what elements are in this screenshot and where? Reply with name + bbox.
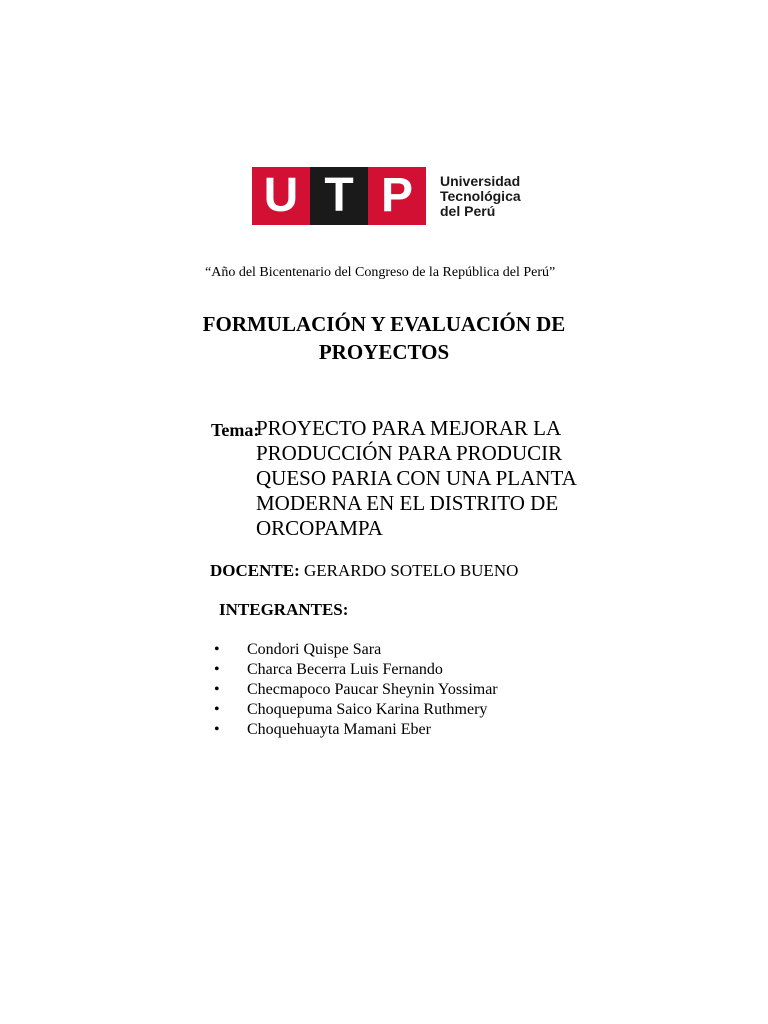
- utp-logo: [252, 167, 521, 225]
- university-name-line: Tecnológica: [440, 187, 521, 204]
- bullet-icon: •: [214, 721, 220, 738]
- list-item: [214, 720, 498, 740]
- tema-line: QUESO PARIA CON UNA PLANTA: [256, 466, 577, 490]
- list-item: [214, 660, 498, 680]
- member-name: Charca Becerra Luis Fernando: [247, 661, 443, 678]
- tema-line: ORCOPAMPA: [256, 516, 383, 540]
- logo-letter-u: U: [252, 167, 310, 225]
- member-name: Choquepuma Saico Karina Ruthmery: [247, 701, 488, 718]
- member-name: Choquehuayta Mamani Eber: [247, 721, 431, 738]
- list-item: [214, 640, 498, 660]
- docente-line: [210, 561, 518, 581]
- tema-line: PROYECTO PARA MEJORAR LA: [256, 416, 562, 440]
- tema-label: Tema:: [211, 420, 260, 440]
- tema-block: [211, 416, 631, 541]
- members-list: [214, 640, 498, 740]
- bullet-icon: •: [214, 641, 220, 658]
- docente-label: DOCENTE:: [210, 561, 300, 580]
- logo-letter-p: P: [368, 167, 426, 225]
- university-name-line: del Perú: [440, 202, 496, 219]
- tema-line: PRODUCCIÓN PARA PRODUCIR: [256, 441, 563, 465]
- bullet-icon: •: [214, 681, 220, 698]
- list-item: [214, 680, 498, 700]
- tema-line: MODERNA EN EL DISTRITO DE: [256, 491, 559, 515]
- tema-text: [256, 416, 631, 541]
- course-title: [160, 310, 608, 366]
- logo-letter-t: T: [310, 167, 368, 225]
- year-motto: “Año del Bicentenario del Congreso de la República del Perú”: [205, 265, 556, 280]
- list-item: [214, 700, 498, 720]
- member-name: Checmapoco Paucar Sheynin Yossimar: [247, 681, 498, 698]
- docente-name: GERARDO SOTELO BUENO: [303, 561, 519, 580]
- university-name-line: Universidad: [440, 172, 521, 189]
- course-title-line: FORMULACIÓN Y EVALUACIÓN DE: [202, 312, 566, 336]
- bullet-icon: •: [214, 661, 220, 678]
- bullet-icon: •: [214, 701, 220, 718]
- member-name: Condori Quispe Sara: [247, 641, 382, 658]
- university-name: [440, 174, 521, 219]
- course-title-line: PROYECTOS: [318, 340, 450, 364]
- integrantes-heading: INTEGRANTES:: [219, 600, 349, 619]
